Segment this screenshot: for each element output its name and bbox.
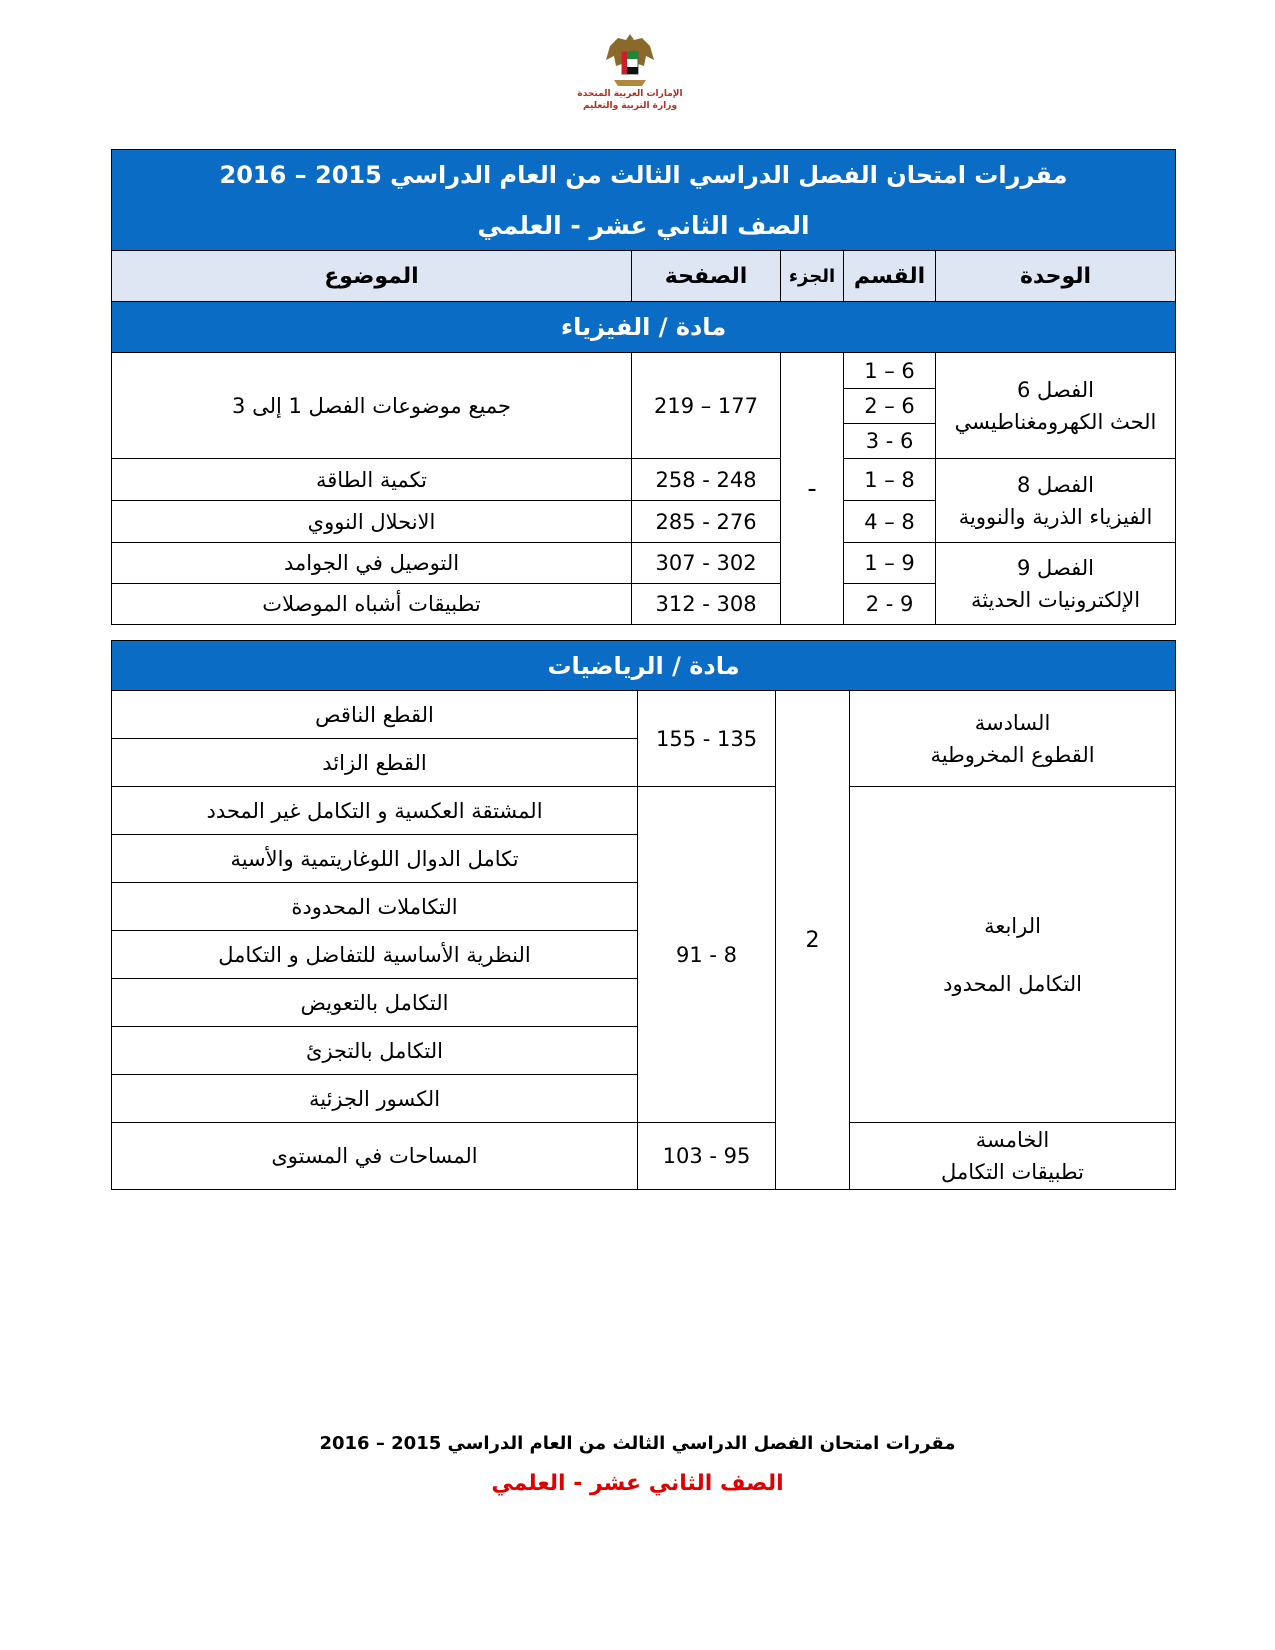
page-range-cell: 155 - 135	[638, 691, 776, 787]
eagle-emblem-icon	[604, 30, 656, 88]
unit-chapter: الخامسة	[975, 1128, 1050, 1152]
page-range-cell: 312 - 308	[632, 584, 781, 625]
logo-text-ministry: وزارة التربية والتعليم	[582, 101, 678, 111]
table-title: مقررات امتحان الفصل الدراسي الثالث من العام الدراسي 2015 – 2016	[112, 150, 1176, 201]
section-cell: 1 – 8	[844, 459, 936, 501]
unit-cell	[936, 353, 1176, 459]
section-cell: 2 - 9	[844, 584, 936, 625]
subject-heading-math: مادة / الرياضيات	[112, 641, 1176, 691]
page-range-cell: 219 – 177	[632, 353, 781, 459]
subject-heading-physics: مادة / الفيزياء	[112, 302, 1176, 353]
topic-cell: القطع الزائد	[112, 739, 638, 787]
unit-cell	[936, 543, 1176, 625]
topic-cell: التوصيل في الجوامد	[112, 543, 632, 584]
section-cell: 2 – 6	[844, 389, 936, 424]
topic-cell: تكمية الطاقة	[112, 459, 632, 501]
column-header-topic: الموضوع	[112, 251, 632, 302]
column-header-unit: الوحدة	[936, 251, 1176, 302]
page-range-cell: 307 - 302	[632, 543, 781, 584]
topic-cell: المساحات في المستوى	[112, 1123, 638, 1190]
unit-chapter: الفصل 9	[1017, 555, 1095, 580]
unit-chapter: السادسة	[974, 710, 1051, 735]
topic-cell: التكامل بالتجزئ	[112, 1027, 638, 1075]
topic-cell: تكامل الدوال اللوغاريتمية والأسية	[112, 835, 638, 883]
unit-chapter: الفصل 6	[1017, 377, 1095, 402]
ministry-logo	[575, 30, 685, 130]
unit-cell	[850, 787, 1176, 1123]
page-range-cell: 103 - 95	[638, 1123, 776, 1190]
unit-title: تطبيقات التكامل	[941, 1160, 1084, 1184]
unit-cell	[936, 459, 1176, 543]
section-cell: 1 – 6	[844, 353, 936, 389]
topic-cell: القطع الناقص	[112, 691, 638, 739]
unit-cell	[850, 691, 1176, 787]
topic-cell: جميع موضوعات الفصل 1 إلى 3	[112, 353, 632, 459]
unit-title: الإلكترونيات الحديثة	[970, 587, 1141, 612]
table-subtitle: الصف الثاني عشر - العلمي	[112, 201, 1176, 251]
column-header-part: الجزء	[781, 251, 844, 302]
unit-title: التكامل المحدود	[943, 971, 1082, 996]
part-cell-math: 2	[776, 691, 850, 1190]
topic-cell: الكسور الجزئية	[112, 1075, 638, 1123]
unit-chapter: الرابعة	[984, 913, 1041, 938]
topic-cell: النظرية الأساسية للتفاضل و التكامل	[112, 931, 638, 979]
page-range-cell: 258 - 248	[632, 459, 781, 501]
topic-cell: التكاملات المحدودة	[112, 883, 638, 931]
topic-cell: المشتقة العكسية و التكامل غير المحدد	[112, 787, 638, 835]
topic-cell: الانحلال النووي	[112, 501, 632, 543]
footer-title: مقررات امتحان الفصل الدراسي الثالث من العام الدراسي 2015 – 2016	[319, 1433, 956, 1454]
page-range-cell: 91 - 8	[638, 787, 776, 1123]
footer-subtitle: الصف الثاني عشر - العلمي	[491, 1471, 784, 1496]
section-cell: 4 – 8	[844, 501, 936, 543]
page-range-cell: 285 - 276	[632, 501, 781, 543]
exam-schedule-table-math	[111, 640, 1176, 1190]
topic-cell: تطبيقات أشباه الموصلات	[112, 584, 632, 625]
column-header-page: الصفحة	[632, 251, 781, 302]
unit-title: الحث الكهرومغناطيسي	[954, 409, 1157, 434]
unit-cell	[850, 1123, 1176, 1190]
part-cell-physics: -	[781, 353, 844, 625]
logo-text-country: الإمارات العربية المتحدة	[577, 89, 683, 99]
section-cell: 1 – 9	[844, 543, 936, 584]
unit-title: الفيزياء الذرية والنووية	[958, 504, 1153, 529]
topic-cell: التكامل بالتعويض	[112, 979, 638, 1027]
unit-title: القطوع المخروطية	[930, 742, 1095, 767]
section-cell: 3 - 6	[844, 424, 936, 459]
unit-chapter: الفصل 8	[1017, 472, 1095, 497]
column-header-section: القسم	[844, 251, 936, 302]
exam-schedule-table-physics	[111, 149, 1176, 625]
